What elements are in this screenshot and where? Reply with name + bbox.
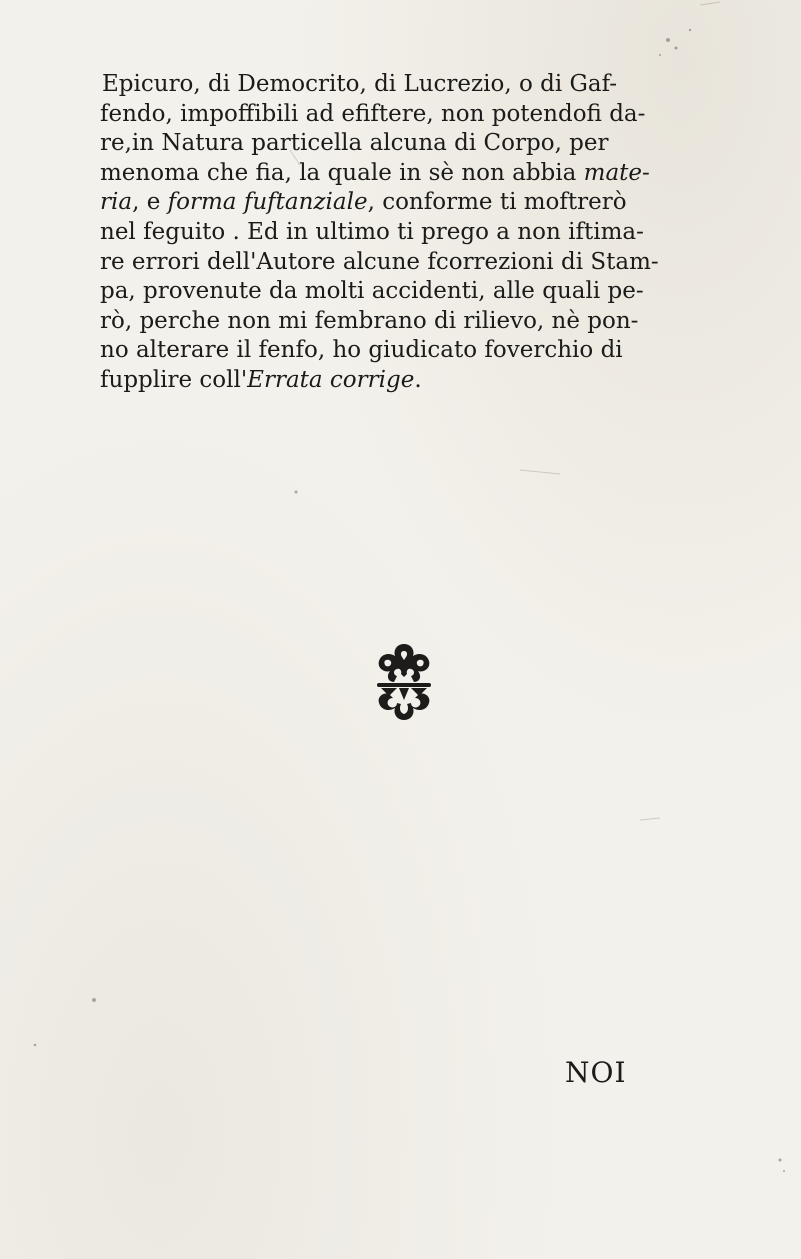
text-span: , e: [132, 189, 168, 216]
text-span: .: [414, 366, 422, 393]
text-span: fendo, impoffibili ad efiftere, non potendofi da-: [100, 100, 646, 127]
text-span: rò, perche non mi fembrano di rilievo, nè pon-: [100, 307, 639, 334]
italic-span: mate-: [583, 159, 650, 186]
text-line: [100, 277, 800, 307]
text-span: no alterare il fenfo, ho giudicato foverchio di: [100, 337, 623, 364]
text-span: Epicuro, di Democrito, di Lucrezio, o di Gaf-: [102, 71, 618, 97]
text-line: [100, 336, 800, 366]
text-line: [100, 248, 800, 278]
text-span: fupplire coll': [100, 366, 248, 393]
italic-span: forma fuftanziale: [167, 189, 368, 216]
text-span: re errori dell'Autore alcune fcorrezioni di Stam-: [100, 248, 659, 275]
text-line: [100, 70, 800, 100]
text-line: [100, 100, 800, 130]
text-span: pa, provenute da molti accidenti, alle quali pe-: [100, 278, 644, 305]
text-span: menoma che fia, la quale in sè non abbia: [100, 159, 584, 186]
printers-ornament-icon: [369, 640, 439, 722]
italic-span: Errata corrige: [247, 366, 415, 393]
text-line: [100, 129, 800, 159]
italic-span: ria: [100, 189, 133, 216]
text-span: nel feguito . Ed in ultimo ti prego a non iftima-: [100, 218, 644, 245]
text-line: [100, 159, 800, 189]
text-line: [100, 307, 800, 337]
text-line: [100, 366, 800, 396]
catchword: NOI: [565, 1056, 627, 1089]
text-line: [100, 218, 800, 248]
text-span: , conforme ti moftrerò: [367, 189, 627, 216]
text-span: re,in Natura particella alcuna di Corpo, per: [100, 130, 609, 157]
text-line: [100, 188, 800, 218]
body-text: [100, 70, 800, 396]
